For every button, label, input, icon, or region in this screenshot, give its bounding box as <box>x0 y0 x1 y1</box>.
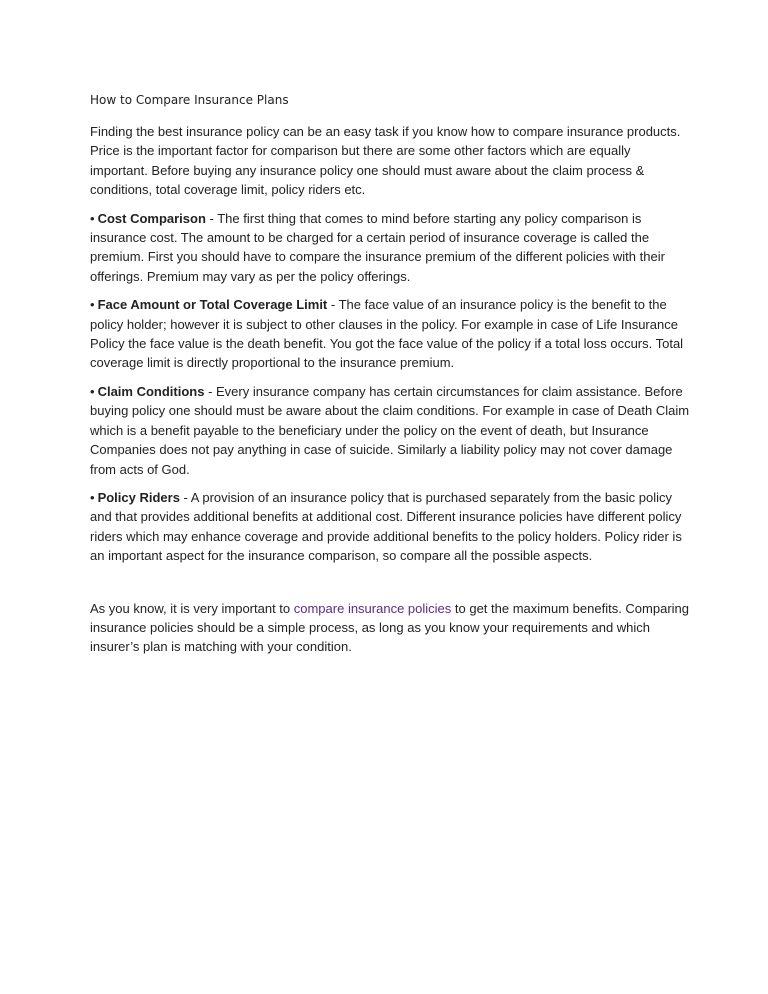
document-page <box>90 90 690 666</box>
section-text: - A provision of an insurance policy that is purchased separately from the basic policy and that provides additional benefits at additional cost. Different insurance policies have different policy riders which may enhance coverage and provide additional benefits to the policy holders. Policy rider is an important aspect for the insurance comparison, so compare all the possible aspects. <box>90 489 682 564</box>
section-heading: Cost Comparison <box>97 210 206 226</box>
closing-paragraph <box>90 599 690 657</box>
section-cost-comparison <box>90 209 690 287</box>
section-heading: Claim Conditions <box>97 383 205 399</box>
section-face-amount <box>90 295 690 373</box>
bullet-marker: • <box>90 210 95 226</box>
section-heading: Face Amount or Total Coverage Limit <box>97 297 328 313</box>
bullet-marker: • <box>90 489 95 505</box>
bullet-marker: • <box>90 383 95 399</box>
intro-paragraph: Finding the best insurance policy can be an easy task if you know how to compare insurance products. Price is the important factor for comparison but there are some other factors which are equally important. Before buying any insurance policy one should must aware about the claim process & conditions, total coverage limit, policy riders etc. <box>90 124 681 198</box>
document-title: How to Compare Insurance Plans <box>90 93 289 107</box>
section-claim-conditions <box>90 382 690 479</box>
section-text: - The face value of an insurance policy is the benefit to the policy holder; however it is subject to other clauses in the policy. For example in case of Life Insurance Policy the face value is the death benefit. You got the face value of the policy if a total loss occurs. Total coverage limit is directly proportional to the insurance premium. <box>90 297 684 371</box>
closing-text-end: to get the maximum benefits. Comparing insurance policies should be a simple process, as long as you know your requirements and which insurer’s plan is matching with your condition. <box>90 600 690 655</box>
closing-text-start: As you know, it is very important to <box>90 600 294 616</box>
compare-policies-link[interactable]: compare insurance policies <box>293 600 452 616</box>
section-text: - Every insurance company has certain circumstances for claim assistance. Before buying policy one should must be aware about the claim conditions. For example in case of Death Claim which is a benefit payable to the beneficiary under the policy on the event of death, but Insurance Companies does not pay anything in case of suicide. Similarly a liability policy may not cover damage from acts of God. <box>90 383 690 477</box>
section-policy-riders <box>90 488 690 566</box>
bullet-marker: • <box>90 297 95 313</box>
section-heading: Policy Riders <box>97 489 180 505</box>
section-text: - The first thing that comes to mind before starting any policy comparison is insurance cost. The amount to be charged for a certain period of insurance coverage is called the premium. First you should have to compare the insurance premium of the different policies with their offerings. Premium may vary as per the policy offerings. <box>90 210 665 284</box>
